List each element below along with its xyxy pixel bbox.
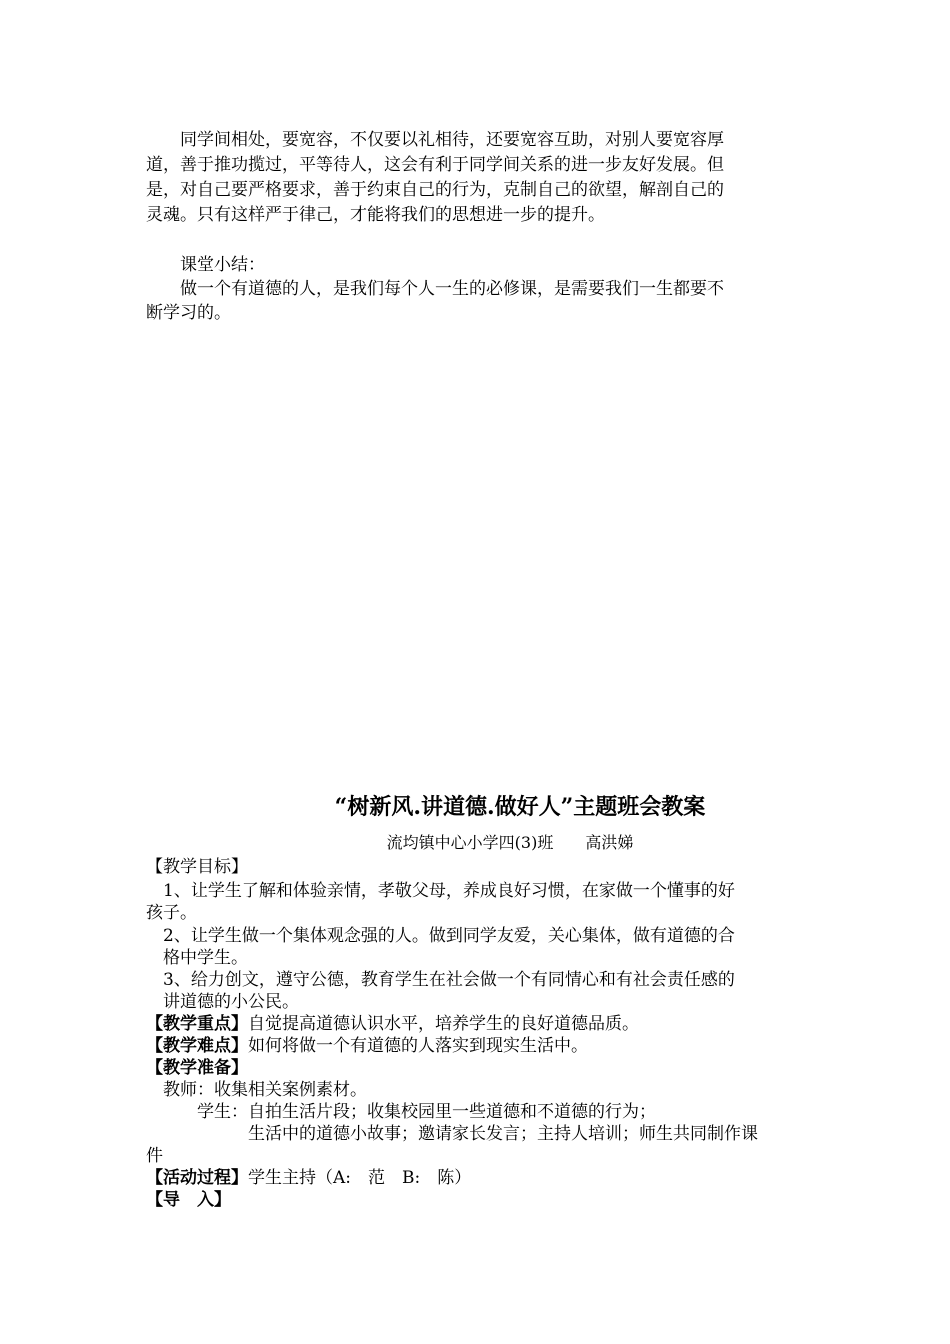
goal-line: 2、让学生做一个集体观念强的人。做到同学友爱，关心集体，做有道德的合 bbox=[146, 926, 735, 946]
key-point-heading: 【教学重点】 bbox=[146, 1014, 248, 1034]
paragraph-line: 灵魂。只有这样严于律己，才能将我们的思想进一步的提升。 bbox=[146, 205, 605, 225]
key-point-text: 自觉提高道德认识水平，培养学生的良好道德品质。 bbox=[248, 1014, 639, 1034]
difficulty-heading: 【教学难点】 bbox=[146, 1036, 248, 1056]
difficulty-row bbox=[146, 1035, 588, 1057]
summary-line: 断学习的。 bbox=[146, 303, 231, 323]
student-prep: 生活中的道德小故事；邀请家长发言；主持人培训；师生共同制作课 bbox=[146, 1124, 758, 1144]
paragraph-line: 同学间相处，要宽容，不仅要以礼相待，还要宽容互助，对别人要宽容厚 bbox=[146, 130, 724, 150]
process-row bbox=[146, 1167, 471, 1189]
key-point-row bbox=[146, 1013, 639, 1035]
difficulty-text: 如何将做一个有道德的人落实到现实生活中。 bbox=[248, 1036, 588, 1056]
student-prep: 学生：自拍生活片段；收集校园里一些道德和不道德的行为； bbox=[146, 1102, 656, 1122]
page-title: “树新风.讲道德.做好人”主题班会教案 bbox=[334, 794, 706, 820]
goal-line: 孩子。 bbox=[146, 903, 197, 923]
page-subtitle: 流均镇中心小学四(3)班 高洪娣 bbox=[386, 833, 634, 852]
goal-line: 讲道德的小公民。 bbox=[146, 992, 299, 1012]
process-text: 学生主持（A: 范 B: 陈） bbox=[248, 1168, 472, 1188]
prep-heading: 【教学准备】 bbox=[146, 1058, 248, 1078]
summary-line: 做一个有道德的人，是我们每个人一生的必修课，是需要我们一生都要不 bbox=[146, 279, 724, 299]
process-heading: 【活动过程】 bbox=[146, 1168, 248, 1188]
paragraph-line: 是，对自己要严格要求，善于约束自己的行为，克制自己的欲望，解剖自己的 bbox=[146, 180, 724, 200]
summary-label: 课堂小结： bbox=[146, 255, 265, 275]
paragraph-line: 道，善于推功揽过，平等待人，这会有利于同学间关系的进一步友好发展。但 bbox=[146, 155, 724, 175]
intro-heading: 【导 入】 bbox=[146, 1190, 231, 1210]
goal-line: 格中学生。 bbox=[146, 948, 248, 968]
teacher-prep: 教师：收集相关案例素材。 bbox=[146, 1080, 367, 1100]
goals-heading: 【教学目标】 bbox=[146, 857, 248, 877]
goal-line: 3、给力创文，遵守公德，教育学生在社会做一个有同情心和有社会责任感的 bbox=[146, 970, 735, 990]
student-prep: 件 bbox=[146, 1146, 163, 1166]
goal-line: 1、让学生了解和体验亲情，孝敬父母，养成良好习惯，在家做一个懂事的好 bbox=[146, 881, 735, 901]
